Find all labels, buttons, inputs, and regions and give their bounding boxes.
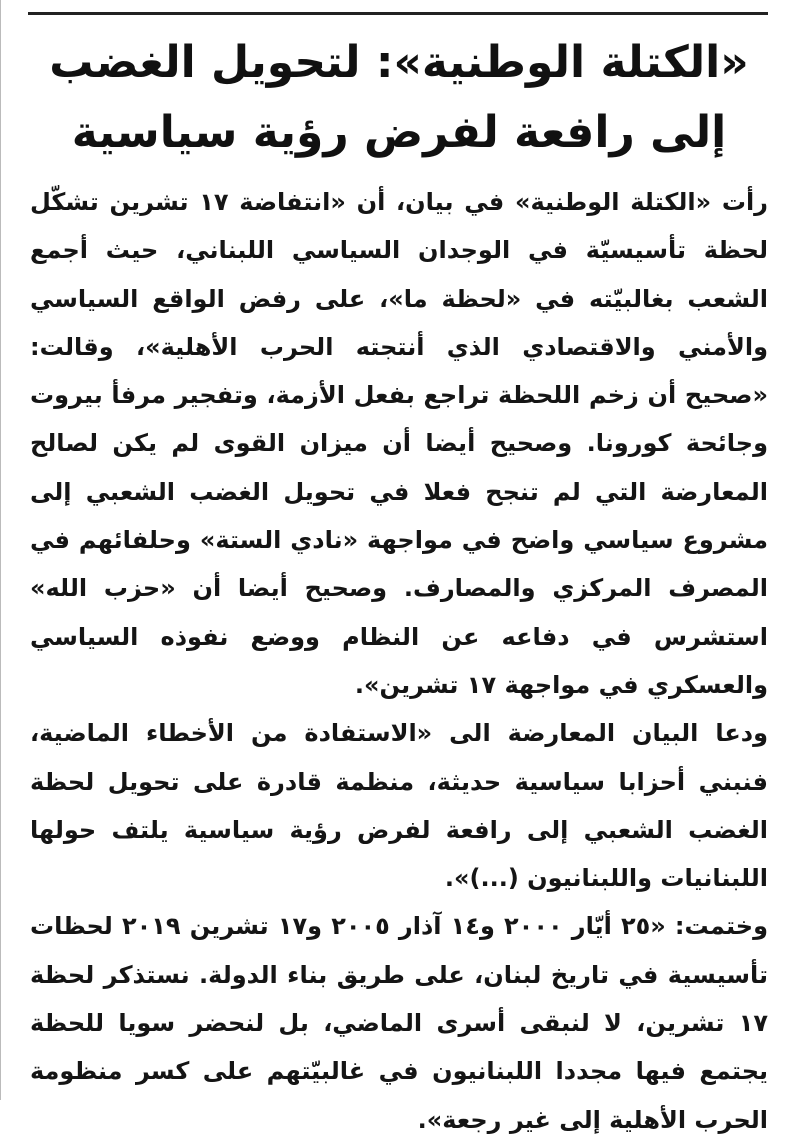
article-paragraph-1: رأت «الكتلة الوطنية» في بيان، أن «انتفاضة ١٧ تشرين تشكّل لحظة تأسيسيّة في الوجدان السياسي اللبناني، حيث أجمع الشعب بغالبيّته في «لحظة ما»، على رفض الواقع السياسي والأمني والاقتصادي الذي أنتجته الحرب الأهلية»، وقالت: «صحيح أن زخم اللحظة تراجع بفعل الأزمة، وتفجير مرفأ بيروت وجائحة كورونا. وصحيح أيضا أن ميزان القوى لم يكن لصالح المعارضة التي لم تنجح فعلا في تحويل الغضب الشعبي إلى مشروع سياسي واضح في مواجهة «نادي الستة» وحلفائهم في المصرف المركزي والمصارف. وصحيح أيضا أن «حزب الله» استشرس في دفاعه عن النظام ووضع نفوذه السياسي والعسكري في مواجهة ١٧ تشرين». [30,188,768,699]
article-headline: «الكتلة الوطنية»: لتحويل الغضب إلى رافعة لفرض رؤية سياسية [49,37,749,158]
article-paragraph-2: ودعا البيان المعارضة الى «الاستفادة من الأخطاء الماضية، فنبني أحزابا سياسية حديثة، منظمة قادرة على تحويل لحظة الغضب الشعبي إلى رافعة لفرض رؤية سياسية يلتف حولها اللبنانيات واللبنانيون (...)». [30,719,768,893]
news-article [30,28,768,1144]
column-left-rule [0,0,1,1100]
article-paragraph-3: وختمت: «٢٥ أيّار ٢٠٠٠ و١٤ آذار ٢٠٠٥ و١٧ تشرين ٢٠١٩ لحظات تأسيسية في تاريخ لبنان، على طريق بناء الدولة. نستذكر لحظة ١٧ تشرين، لا لنبقى أسرى الماضي، بل لنحضر سويا للحظة يجتمع فيها مجددا اللبنانيون في غالبيّتهم على كسر منظومة الحرب الأهلية إلى غير رجعة». [30,912,769,1134]
top-divider-rule [28,12,768,15]
article-body [30,178,768,1144]
